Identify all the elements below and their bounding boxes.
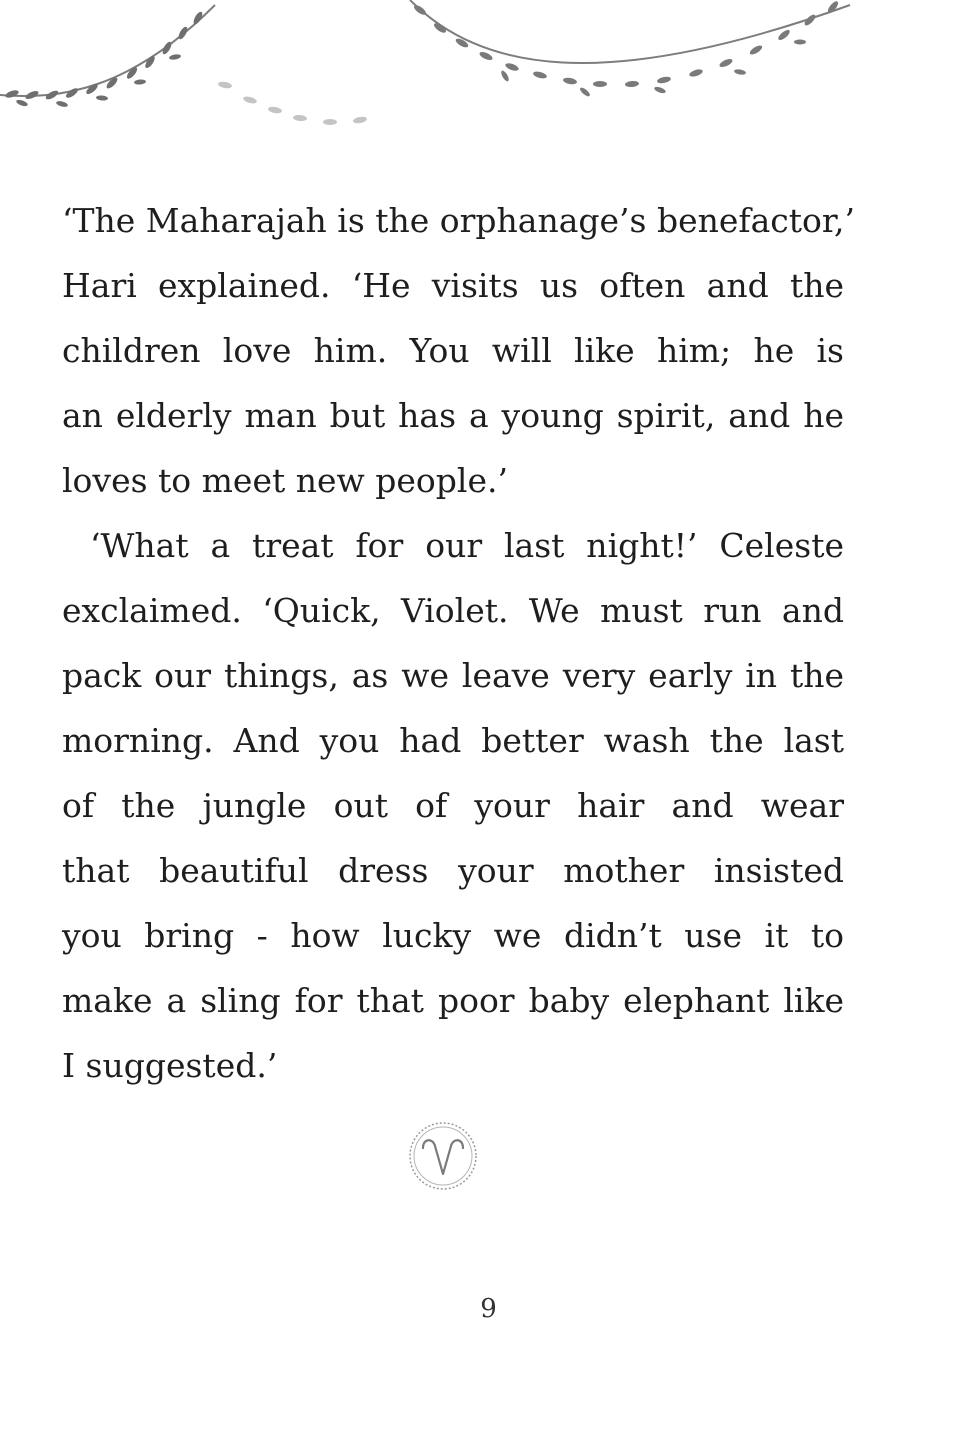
text-line: exclaimed. ‘Quick, Violet. We must run and xyxy=(62,591,844,630)
text-line: pack our things, as we leave very early in the xyxy=(62,656,844,695)
body-text xyxy=(62,188,856,1098)
text-line: you bring - how lucky we didn’t use it to xyxy=(62,916,844,955)
text-line: of the jungle out of your hair and wear xyxy=(62,786,844,825)
vine-garland-icon xyxy=(0,0,977,160)
paragraph-1 xyxy=(62,188,856,513)
text-line: ‘The Maharajah is the orphanage’s benefactor,’ xyxy=(62,201,856,240)
text-line: Hari explained. ‘He visits us often and the xyxy=(62,266,844,305)
v-monogram-seal-icon xyxy=(405,1118,481,1194)
paragraph-2 xyxy=(62,513,844,1098)
page-number: 9 xyxy=(480,1294,497,1324)
text-line: ‘What a treat for our last night!’ Celeste xyxy=(90,526,844,565)
text-line: that beautiful dress your mother insisted xyxy=(62,851,844,890)
text-line: morning. And you had better wash the last xyxy=(62,721,844,760)
text-line: children love him. You will like him; he is xyxy=(62,331,844,370)
text-line: an elderly man but has a young spirit, and he xyxy=(62,396,844,435)
text-line: I suggested.’ xyxy=(62,1046,278,1085)
text-line: make a sling for that poor baby elephant like xyxy=(62,981,844,1020)
text-line: loves to meet new people.’ xyxy=(62,461,508,500)
